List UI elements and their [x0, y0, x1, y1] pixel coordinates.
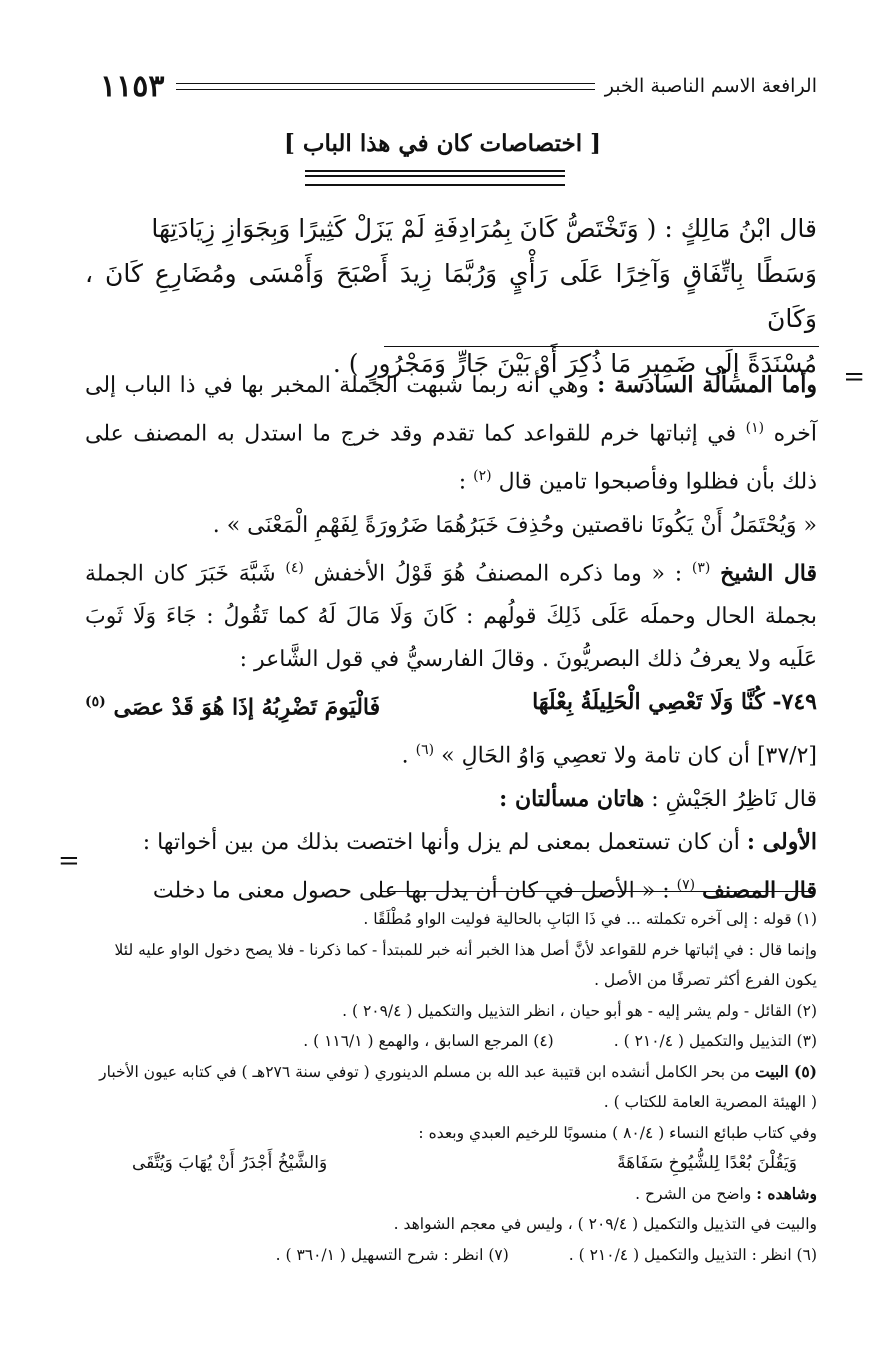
footnote-ref: (١)	[745, 420, 765, 436]
footnote-ref: (٢)	[473, 468, 492, 485]
section-heading: [ اختصاصات كان في هذا الباب ]	[283, 130, 602, 157]
footnote-verse	[92, 1148, 817, 1179]
quote-speaker: قال ابْنُ مَالِكٍ :	[664, 214, 817, 243]
paragraph-heading: قال المصنف	[702, 876, 817, 903]
footnote-7: (٧) انظر : شرح التسهيل ( ٣٦٠/١ ) .	[275, 1245, 509, 1264]
paragraph-text: :	[458, 469, 467, 495]
verse-text: كُنَّا وَلَا تَعْصِي الْحَلِيلَةُ بِعْلَهَا	[532, 688, 765, 715]
footnote-5-shahid	[92, 1179, 817, 1210]
footnote-6: (٦) انظر : التذييل والتكميل ( ٢١٠/٤ ) .	[568, 1245, 817, 1264]
commentary	[85, 364, 817, 912]
paragraph-sixth-issue	[85, 364, 817, 504]
quote-line-3: مُسْنَدَةً إِلَى ضَمِيرِ مَا ذُكِرَ أَوْ بَيْنَ جَارٍّ وَمَجْرُورٍ ) .	[332, 349, 817, 378]
footnote-text: واضح من الشرح .	[635, 1184, 752, 1203]
footnote-verse-second: وَالشَّيْخُ أَجْدَرُ أَنْ يُهَابَ وَيُتَّقَى	[132, 1153, 328, 1173]
verse-first-hemistich	[532, 681, 817, 729]
footnote-4: (٤) المرجع السابق ، والهمع ( ١١٦/١ ) .	[303, 1032, 554, 1050]
footnote-heading: وشاهده :	[756, 1183, 817, 1203]
quoted-sentence: « وَيُحْتَمَلُ أَنْ يَكُونَا ناقصتين وحُذِفَ خَبَرُهُمَا ضَرُورَةً لِفَهْمِ الْمَعْنَى » .	[212, 512, 817, 538]
verse-number: ٧٤٩-	[772, 688, 817, 715]
quote-text-1: ( وَتَخْتَصُّ كَانَ بِمُرَادِفَةِ لَمْ يَزَلْ كَثِيرًا وَبِجَوَازِ زِيَادَتِهَا	[151, 214, 657, 243]
ibn-malik-quote	[85, 206, 817, 386]
paragraph-text: : « وما ذكره المصنفُ هُوَ قَوْلُ الأخفش	[313, 560, 683, 586]
footnote-heading: (٥) البيت	[754, 1061, 817, 1081]
page-number: ١١٥٣	[100, 68, 165, 104]
footnote-1: (١) قوله : إلى آخره تكملته ... في ذَا البَابِ بالحالية فوليت الواو مُطْلَقًا .	[363, 910, 817, 928]
margin-mark-bottom: =	[58, 846, 80, 876]
verse-second-hemistich	[85, 681, 380, 729]
footnote-5	[92, 1057, 817, 1118]
paragraph-heading: الأولى :	[746, 828, 817, 855]
footnote-2: (٢) القائل - ولم يشر إليه - هو أبو حيان ، انظر التذييل والتكميل ( ٢٠٩/٤ ) .	[342, 1001, 817, 1020]
footnote-row-3-4	[92, 1026, 817, 1057]
paragraph-nazir	[85, 778, 817, 821]
paragraph-text: قال نَاظِرُ الجَيْشِ :	[651, 786, 817, 812]
paragraph-first	[85, 821, 817, 864]
verse-text: فَالْيَومَ تَضْرِبُهُ إذَا هُوَ قَدْ عصَى	[113, 694, 381, 721]
paragraph-text: وهي أنه ربما شبهت الجملة المخبر بها في ذا الباب إلى آخره	[85, 373, 818, 447]
page-header	[100, 66, 817, 106]
paragraph-text: في إثباتها خرم للقواعد كما تقدم وقد خرج ما استدل به المصنف على ذلك بأن فظلوا وفأصبحوا تامين قال	[85, 421, 817, 495]
paragraph-text: أن كان تستعمل بمعنى لم يزل وأنها اختصت بذلك من بين أخواتها :	[142, 829, 740, 855]
quote-line-1	[85, 206, 817, 251]
paragraph-heading: هاتان مسألتان :	[499, 785, 645, 812]
footnote-row-6-7	[92, 1240, 817, 1271]
paragraph-heading: قال الشيخ	[720, 559, 818, 586]
paragraph-verse-comment	[85, 729, 817, 777]
footnote-text: من بحر الكامل أنشده ابن قتيبة عبد الله بن مسلم الدينوري ( توفي سنة ٢٧٦هـ ) في كتابه عيون الأخبار ( الهيئة المصرية العامة للكتاب ) .	[99, 1062, 817, 1111]
paragraph-text: : « الأصل في كان أن يدل بها على حصول معنى ما دخلت	[152, 877, 670, 903]
paragraph-heading: وأما المسألة السادسة :	[597, 372, 817, 398]
footnote-5-note: والبيت في التذييل والتكميل ( ٢٠٩/٤ ) ، وليس في معجم الشواهد .	[393, 1215, 817, 1233]
margin-mark-top: =	[843, 362, 865, 392]
paragraph-text: .	[401, 743, 409, 769]
footnote-5-source: وفي كتاب طبائع النساء ( ٨٠/٤ ) منسوبًا للرخيم العبدي وبعده :	[418, 1123, 817, 1142]
footnote-1-continued: وإنما قال : في إثباتها خرم للقواعد لأنَّ أصل هذا الخبر أنه خبر للمبتدأ - كما ذكرنا - فلا يصح دخول الواو عليه لئلا يكون الفرع أكثر تصرفًا من الأصل .	[114, 940, 817, 989]
footnote-verse-first: وَيَقُلْنَ بُعْدًا لِلشُّيُوخِ سَفَاهَةً	[617, 1153, 797, 1173]
footnote-ref: (٦)	[415, 742, 435, 759]
footnote-ref: (٣)	[691, 559, 711, 576]
footnote-separator	[380, 891, 815, 892]
header-rule	[176, 83, 594, 90]
paragraph-text: [٣٧/٢] أن كان تامة ولا تعصِي وَاوُ الحَالِ »	[441, 743, 817, 769]
paragraph-text: شَبَّهَ خَبَرَ كان الجملة بجملة الحال وحملَه عَلَى ذَلِكَ قولُهم : كَانَ وَلَا مَالَ لَهُ كما تَقُولُ : جَاءَ وَلَا ثَوبَ عَلَيه ولا يعرفُ ذلك البصريُّونَ . وقالَ الفارسيُّ في قول الشَّاعر :	[85, 560, 817, 672]
running-title: الرافعة الاسم الناصبة الخبر	[604, 75, 817, 97]
footnote-3: (٣) التذييل والتكميل ( ٢١٠/٤ ) .	[613, 1032, 817, 1050]
paragraph-sheikh	[85, 547, 817, 681]
footnotes	[92, 904, 817, 1270]
footnote-ref: (٧)	[676, 876, 696, 893]
heading-rule	[305, 170, 565, 186]
quote-rule	[384, 346, 819, 347]
footnote-ref: (٥)	[85, 693, 106, 710]
verse-749	[85, 681, 817, 729]
quote-line-2: وَسَطًا بِاتِّفَاقٍ وَآخِرًا عَلَى رَأْيٍ وَرُبَّمَا زِيدَ أَصْبَحَ وَأَمْسَى ومُضَارِعِ كَانَ ، وَكَانَ	[85, 259, 817, 333]
footnote-ref: (٤)	[285, 559, 304, 576]
